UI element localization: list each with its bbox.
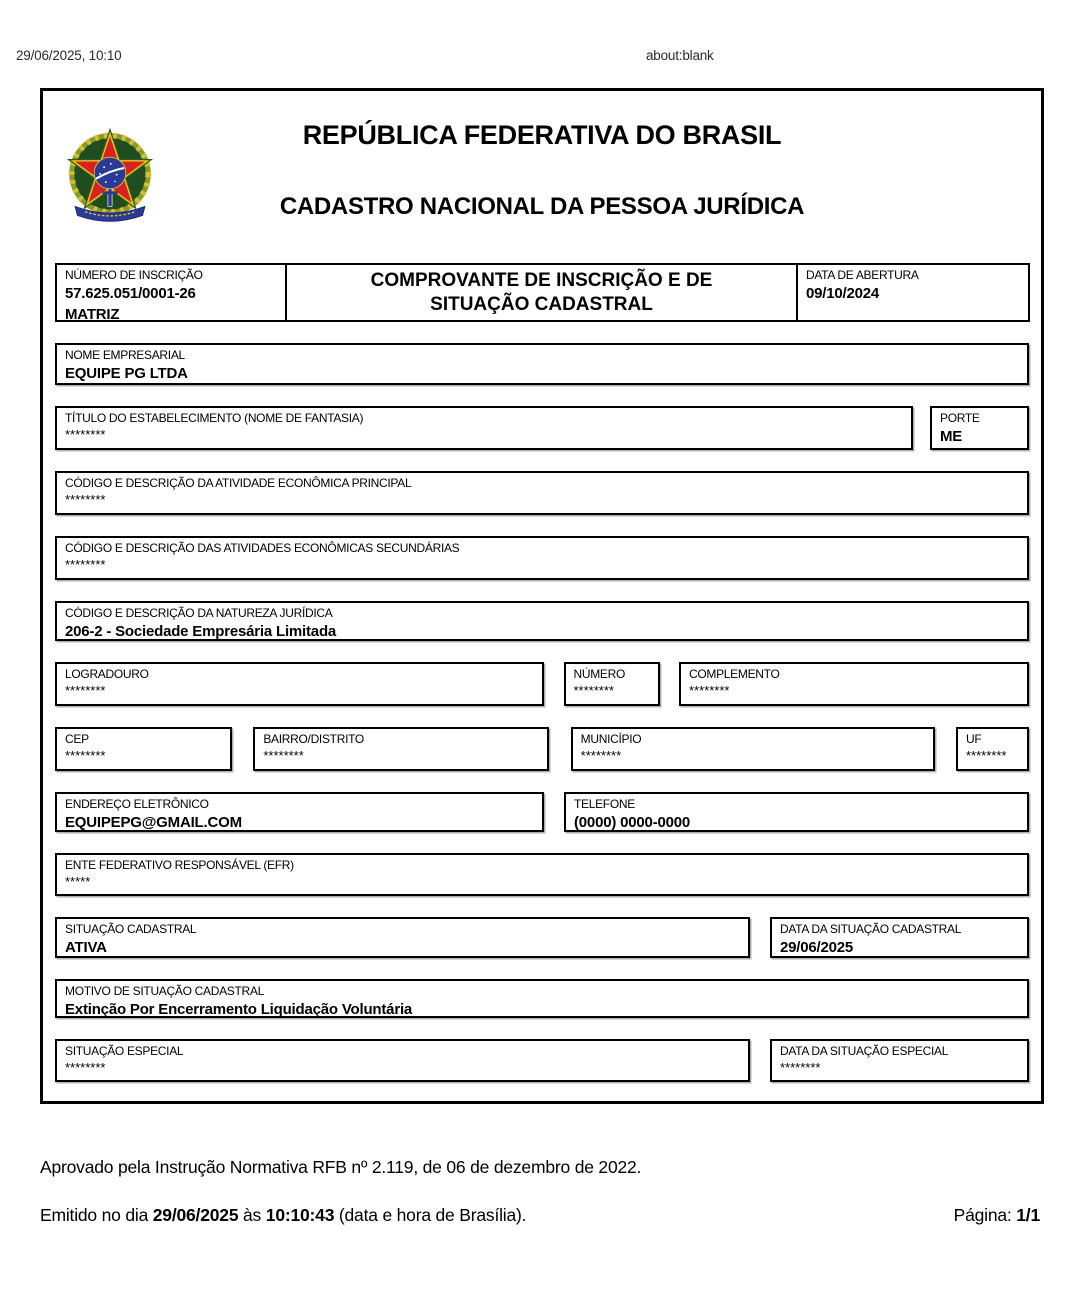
field-numero — [564, 662, 660, 706]
field-complemento — [679, 662, 1029, 706]
field-value: ******** — [65, 492, 106, 507]
certificate-title: COMPROVANTE DE INSCRIÇÃO E DE SITUAÇÃO CADASTRAL — [285, 263, 798, 322]
field-label: MOTIVO DE SITUAÇÃO CADASTRAL — [65, 984, 264, 998]
page-indicator — [954, 1205, 1040, 1226]
field-value: ******** — [965, 748, 1007, 763]
field-value: (0000) 0000-0000 — [574, 814, 691, 831]
issued-connector: às — [238, 1205, 266, 1225]
field-situacao-especial — [55, 1039, 750, 1082]
field-atividades-secundarias — [55, 536, 1029, 580]
field-label: TELEFONE — [574, 797, 635, 811]
field-atividade-principal — [55, 471, 1029, 515]
field-label: NÚMERO — [573, 667, 626, 681]
field-value: 29/06/2025 — [780, 939, 854, 956]
field-label: DATA DA SITUAÇÃO CADASTRAL — [780, 922, 962, 936]
field-situacao-cadastral — [55, 917, 750, 958]
field-label: MUNICÍPIO — [580, 732, 642, 746]
field-endereco-eletronico — [55, 792, 544, 832]
field-label: CÓDIGO E DESCRIÇÃO DAS ATIVIDADES ECONÔMICAS SECUNDÁRIAS — [65, 541, 460, 555]
field-value: EQUIPEPG@GMAIL.COM — [65, 814, 242, 831]
field-label: LOGRADOURO — [65, 667, 149, 681]
field-value: Extinção Por Encerramento Liquidação Voluntária — [65, 1001, 413, 1018]
field-uf — [956, 727, 1029, 771]
field-label: COMPLEMENTO — [689, 667, 780, 681]
field-logradouro — [55, 662, 544, 706]
field-label: PORTE — [940, 411, 980, 425]
field-value: 09/10/2024 — [806, 285, 880, 302]
field-municipio — [571, 727, 935, 771]
registry-title: CADASTRO NACIONAL DA PESSOA JURÍDICA — [279, 193, 805, 220]
field-label: UF — [965, 732, 982, 746]
issued-date: 29/06/2025 — [152, 1205, 239, 1225]
field-label: CEP — [65, 732, 89, 746]
field-value: ******** — [65, 557, 106, 572]
field-data-abertura — [796, 263, 1030, 322]
field-titulo-estabelecimento — [55, 406, 913, 450]
inscription-unit-type: MATRIZ — [65, 305, 120, 323]
field-natureza-juridica — [55, 601, 1029, 641]
brazil-coat-of-arms-icon — [60, 126, 160, 230]
issued-suffix: (data e hora de Brasília). — [334, 1205, 527, 1225]
field-label: CÓDIGO E DESCRIÇÃO DA NATUREZA JURÍDICA — [65, 606, 333, 620]
field-label: SITUAÇÃO CADASTRAL — [65, 922, 197, 936]
approval-note: Aprovado pela Instrução Normativa RFB nº 2.119, de 06 de dezembro de 2022. — [40, 1157, 642, 1177]
print-header-page-title: about:blank — [646, 48, 714, 63]
cnpj-certificate-document — [40, 88, 1044, 1104]
field-numero-inscricao — [55, 263, 287, 322]
issued-prefix: Emitido no dia — [40, 1205, 153, 1225]
field-value: ******** — [573, 683, 614, 698]
field-label: BAIRRO/DISTRITO — [263, 732, 364, 746]
header-fields-row — [55, 263, 1030, 322]
field-value: ******** — [65, 427, 106, 442]
page-value: 1/1 — [1016, 1205, 1040, 1225]
field-cep — [55, 727, 232, 771]
republic-title: REPÚBLICA FEDERATIVA DO BRASIL — [302, 120, 782, 150]
field-value: ATIVA — [65, 939, 107, 956]
field-value: ******** — [580, 748, 622, 763]
field-label: DATA DA SITUAÇÃO ESPECIAL — [780, 1044, 949, 1058]
field-label: CÓDIGO E DESCRIÇÃO DA ATIVIDADE ECONÔMICA PRINCIPAL — [65, 476, 412, 490]
field-value: ******** — [65, 683, 106, 698]
field-label: NOME EMPRESARIAL — [65, 348, 185, 362]
field-ente-federativo — [55, 853, 1029, 896]
field-label: DATA DE ABERTURA — [806, 268, 919, 282]
field-data-situacao-especial — [770, 1039, 1029, 1082]
field-value: EQUIPE PG LTDA — [65, 365, 188, 382]
field-label: ENDEREÇO ELETRÔNICO — [65, 797, 209, 811]
field-porte — [930, 406, 1029, 450]
field-bairro-distrito — [253, 727, 549, 771]
field-value: ******** — [65, 1060, 106, 1075]
field-label: ENTE FEDERATIVO RESPONSÁVEL (EFR) — [65, 858, 294, 872]
print-header-datetime: 29/06/2025, 10:10 — [16, 48, 122, 63]
issued-time: 10:10:43 — [265, 1205, 335, 1225]
field-value: ***** — [65, 874, 91, 889]
field-value: ******** — [65, 748, 106, 763]
issued-note — [40, 1205, 526, 1226]
field-motivo-situacao — [55, 979, 1029, 1018]
document-header — [55, 91, 1029, 263]
field-telefone — [564, 792, 1029, 832]
field-value: 206-2 - Sociedade Empresária Limitada — [65, 623, 337, 640]
page-label: Página: — [953, 1205, 1017, 1225]
field-value: ******** — [780, 1060, 821, 1075]
field-label: TÍTULO DO ESTABELECIMENTO (NOME DE FANTASIA) — [65, 411, 364, 425]
inscription-number: 57.625.051/0001-26 — [65, 285, 196, 302]
field-label: NÚMERO DE INSCRIÇÃO — [65, 268, 203, 282]
field-value: ME — [940, 428, 963, 445]
field-nome-empresarial — [55, 343, 1029, 385]
field-value: ******** — [263, 748, 304, 763]
field-data-situacao-cadastral — [770, 917, 1029, 958]
field-value: ******** — [689, 683, 730, 698]
field-label: SITUAÇÃO ESPECIAL — [65, 1044, 184, 1058]
